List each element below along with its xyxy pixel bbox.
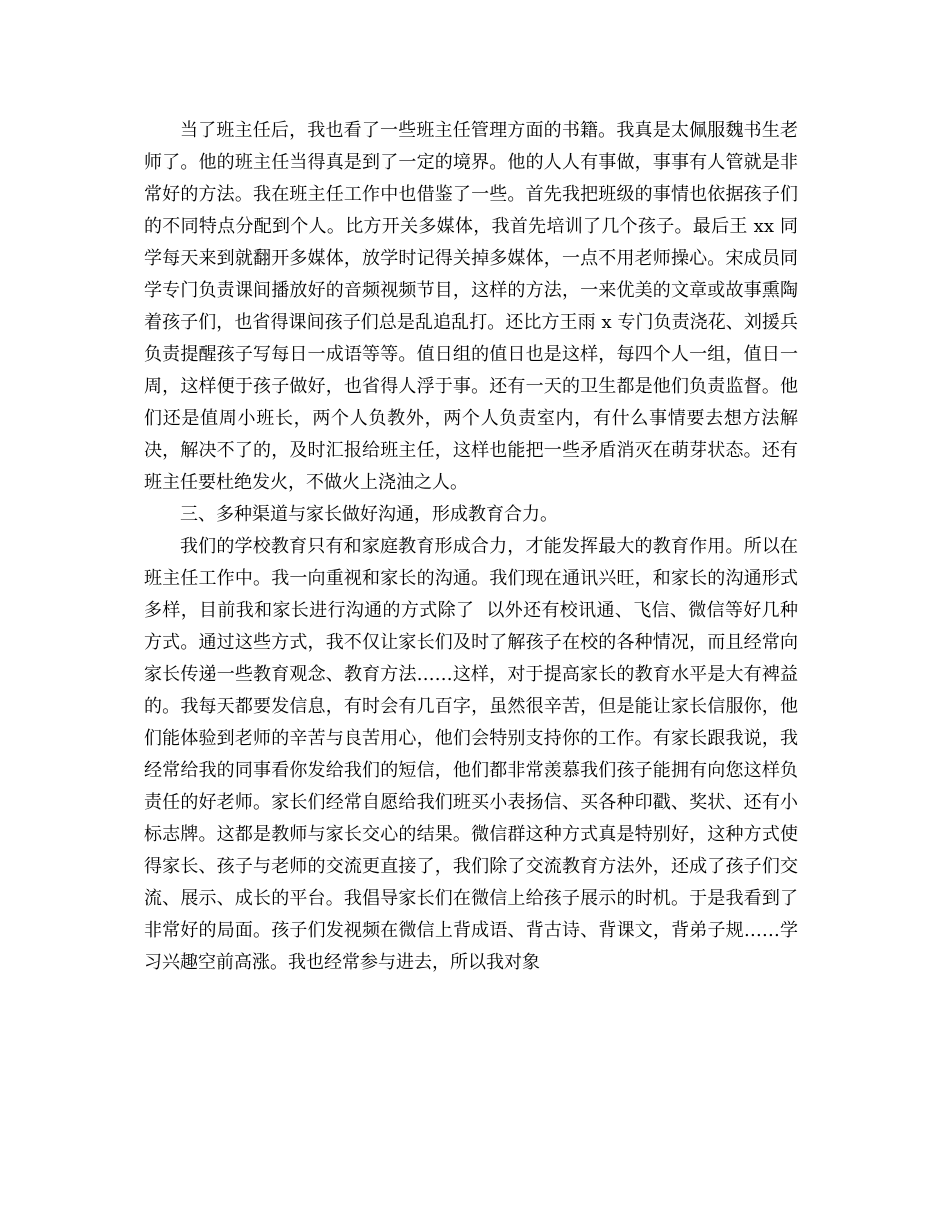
paragraph-class-management: 当了班主任后，我也看了一些班主任管理方面的书籍。我真是太佩服魏书生老师了。他的班主任当得真是到了一定的境界。他的人人有事做，事事有人管就是非常好的方法。我在班主任工作中也借鉴了一些。首先我把班级的事情也依据孩子们的不同特点分配到个人。比方开关多媒体，我首先培训了几个孩子。最后王 xx 同学每天来到就翻开多媒体，放学时记得关掉多媒体，一点不用老师操心。宋成员同学专门负责课间播放好的音频视频节目，这样的方法，一来优美的文章或故事熏陶着孩子们，也省得课间孩子们总是乱追乱打。还比方王雨 x 专门负责浇花、刘援兵负责提醒孩子写每日一成语等等。值日组的值日也是这样，每四个人一组，值日一周，这样便于孩子做好，也省得人浮于事。还有一天的卫生都是他们负责监督。他们还是值周小班长，两个人负教外，两个人负责室内，有什么事情要去想方法解决，解决不了的，及时汇报给班主任，这样也能把一些矛盾消灭在萌芽状态。还有班主任要杜绝发火，不做火上浇油之人。 xyxy=(144,120,798,493)
paragraph-parent-communication: 我们的学校教育只有和家庭教育形成合力，才能发挥最大的教育作用。所以在班主任工作中。我一向重视和家长的沟通。我们现在通讯兴旺，和家长的沟通形式多样，目前我和家长进行沟通的方式除了 以外还有校讯通、飞信、微信等好几种方式。通过这些方式，我不仅让家长们及时了解孩子在校的各种情况，而且经常向家长传递一些教育观念、教育方法……这样，对于提高家长的教育水平是大有裨益的。我每天都要发信息，有时会有几百字，虽然很辛苦，但是能让家长信服你，他们能体验到老师的辛苦与良苦用心，他们会特别支持你的工作。有家长跟我说，我经常给我的同事看你发给我们的短信，他们都非常羡慕我们孩子能拥有向您这样负责任的好老师。家长们经常自愿给我们班买小表扬信、买各种印戳、奖状、还有小标志牌。这都是教师与家长交心的结果。微信群这种方式真是特别好，这种方式使得家长、孩子与老师的交流更直接了，我们除了交流教育方法外，还成了孩子们交流、展示、成长的平台。我倡导家长们在微信上给孩子展示的时机。于是我看到了非常好的局面。孩子们发视频在微信上背成语、背古诗、背课文，背弟子规……学习兴趣空前高涨。我也经常参与进去，所以我对象 xyxy=(144,536,798,973)
section-heading-parent-communication: 三、多种渠道与家长做好沟通，形成教育合力。 xyxy=(180,504,558,525)
document-body xyxy=(144,115,798,979)
